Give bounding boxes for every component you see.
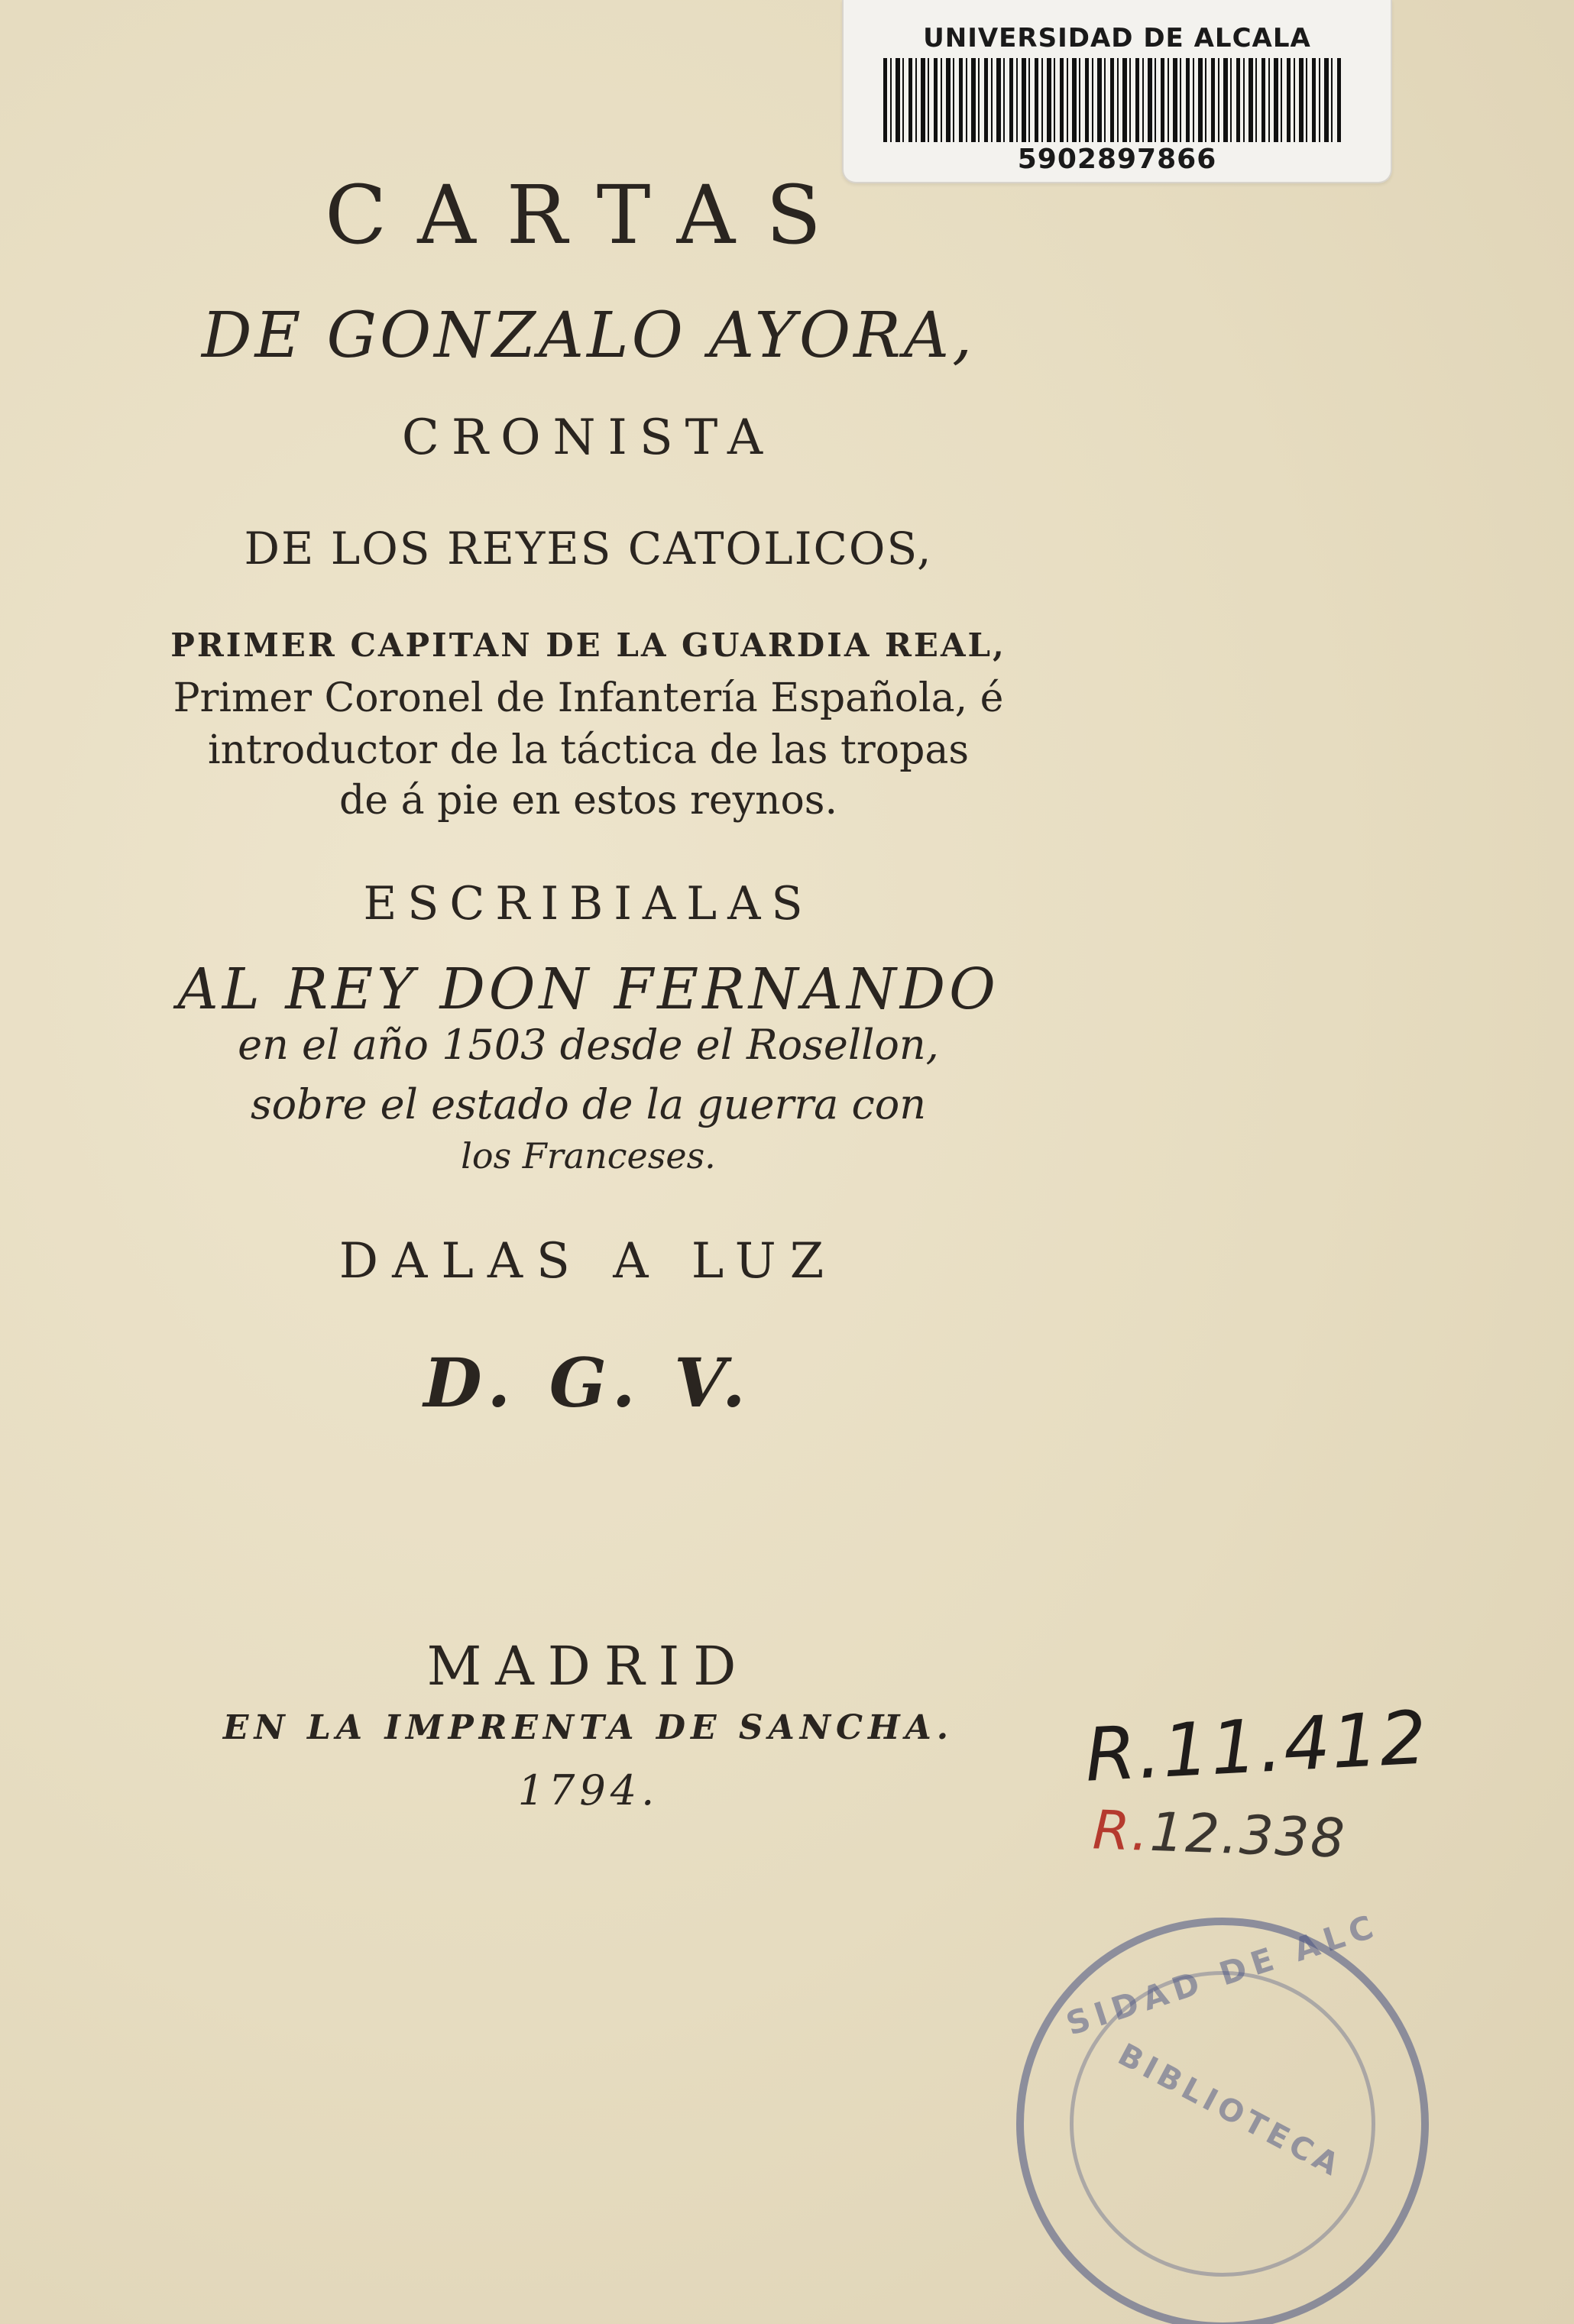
shelfmark-handwritten-2 [1092,1798,1347,1870]
shelfmark-handwritten: R.11.412 [1083,1694,1430,1798]
role-line: CRONISTA [401,409,776,466]
label-institution: UNIVERSIDAD DE ALCALA [923,23,1311,53]
printer: EN LA IMPRENTA DE SANCHA. [222,1708,954,1747]
to-king-line: AL REY DON FERNANDO [177,956,999,1022]
library-stamp-icon [1016,1906,1429,2324]
label-barcode-number: 5902897866 [1017,144,1217,175]
city: MADRID [426,1635,750,1698]
captain-line: PRIMER CAPITAN DE LA GUARDIA REAL, [170,626,1006,664]
body-line: introductor de la táctica de las tropas [207,727,970,773]
italic-line: en el año 1503 desde el Rosellon, [238,1021,939,1069]
initials: D. G. V. [423,1343,753,1423]
barcode-label [842,0,1392,183]
author-line: DE GONZALO AYORA, [201,299,976,372]
published-by-line: DALAS A LUZ [338,1233,838,1290]
kings-line: DE LOS REYES CATOLICOS, [244,523,933,575]
body-line: Primer Coronel de Infantería Española, é [173,675,1004,721]
book-title: CARTAS [325,168,852,262]
barcode-icon [883,58,1342,142]
stamp-ring-text: SIDAD DE ALC [1061,1906,1384,2043]
stamp-center-text: BIBLIOTECA [1112,2037,1349,2185]
shelfmark-rest: 12.338 [1148,1800,1348,1870]
shelfmark-prefix: R. [1091,1798,1151,1863]
written-line: ESCRIBIALAS [363,877,814,931]
italic-line: sobre el estado de la guerra con [250,1080,927,1128]
year: 1794. [517,1766,659,1814]
body-line: de á pie en estos reynos. [338,778,838,824]
italic-line: los Franceses. [461,1135,716,1177]
